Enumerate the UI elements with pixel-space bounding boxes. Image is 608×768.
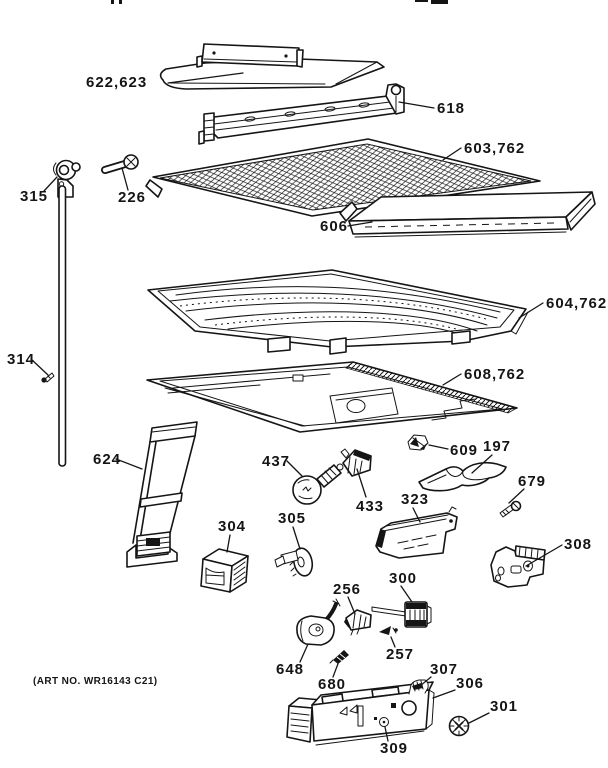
part-pan-608-762	[147, 362, 517, 432]
part-duct-197	[419, 463, 506, 491]
part-switch-256	[344, 610, 371, 635]
part-bracket-308	[491, 546, 545, 587]
part-label-606: 606	[320, 218, 349, 235]
art-number: (ART NO. WR16143 C21)	[33, 676, 158, 687]
part-label-648: 648	[276, 661, 305, 678]
part-label-437: 437	[262, 453, 291, 470]
part-shelf-622-623	[161, 44, 384, 89]
part-label-603-762: 603,762	[464, 140, 526, 157]
part-separator-rod	[59, 186, 66, 466]
part-label-622-623: 622,623	[86, 74, 148, 91]
part-label-301: 301	[490, 698, 519, 715]
part-label-307: 307	[430, 661, 459, 678]
part-label-257: 257	[386, 646, 415, 663]
part-label-680: 680	[318, 676, 347, 693]
part-label-624: 624	[93, 451, 122, 468]
part-frame-shelf-604-762	[148, 270, 528, 354]
part-hinge-315	[54, 161, 81, 198]
part-bracket-624	[127, 422, 197, 567]
part-knob-301	[450, 717, 469, 736]
part-label-604-762: 604,762	[546, 295, 608, 312]
part-label-433: 433	[356, 498, 385, 515]
part-box-304	[201, 549, 248, 592]
part-socket-433	[341, 449, 371, 476]
part-label-308: 308	[564, 536, 593, 553]
part-screw-257	[379, 626, 398, 635]
part-label-226: 226	[118, 189, 147, 206]
part-label-306: 306	[456, 675, 485, 692]
top-edge-marks	[111, 0, 448, 4]
part-label-309: 309	[380, 740, 409, 757]
part-label-197: 197	[483, 438, 512, 455]
part-label-300: 300	[389, 570, 418, 587]
part-label-323: 323	[401, 491, 430, 508]
part-screw-309	[380, 718, 389, 727]
part-label-618: 618	[437, 100, 466, 117]
part-screw-679	[500, 502, 521, 518]
part-label-608-762: 608,762	[464, 366, 526, 383]
part-label-256: 256	[333, 581, 362, 598]
part-glass-shelf-606	[340, 192, 595, 237]
part-label-679: 679	[518, 473, 547, 490]
part-label-305: 305	[278, 510, 307, 527]
part-clip-609	[408, 435, 428, 450]
part-bulb-437	[293, 464, 343, 504]
part-label-304: 304	[218, 518, 247, 535]
part-knob-305	[275, 546, 315, 577]
part-screw-680	[330, 650, 349, 664]
part-thermostat-300	[372, 602, 431, 627]
part-lamp-housing-648	[297, 599, 340, 645]
part-label-314: 314	[7, 351, 36, 368]
part-rail-618	[199, 84, 404, 144]
part-label-609: 609	[450, 442, 479, 459]
part-label-315: 315	[20, 188, 49, 205]
